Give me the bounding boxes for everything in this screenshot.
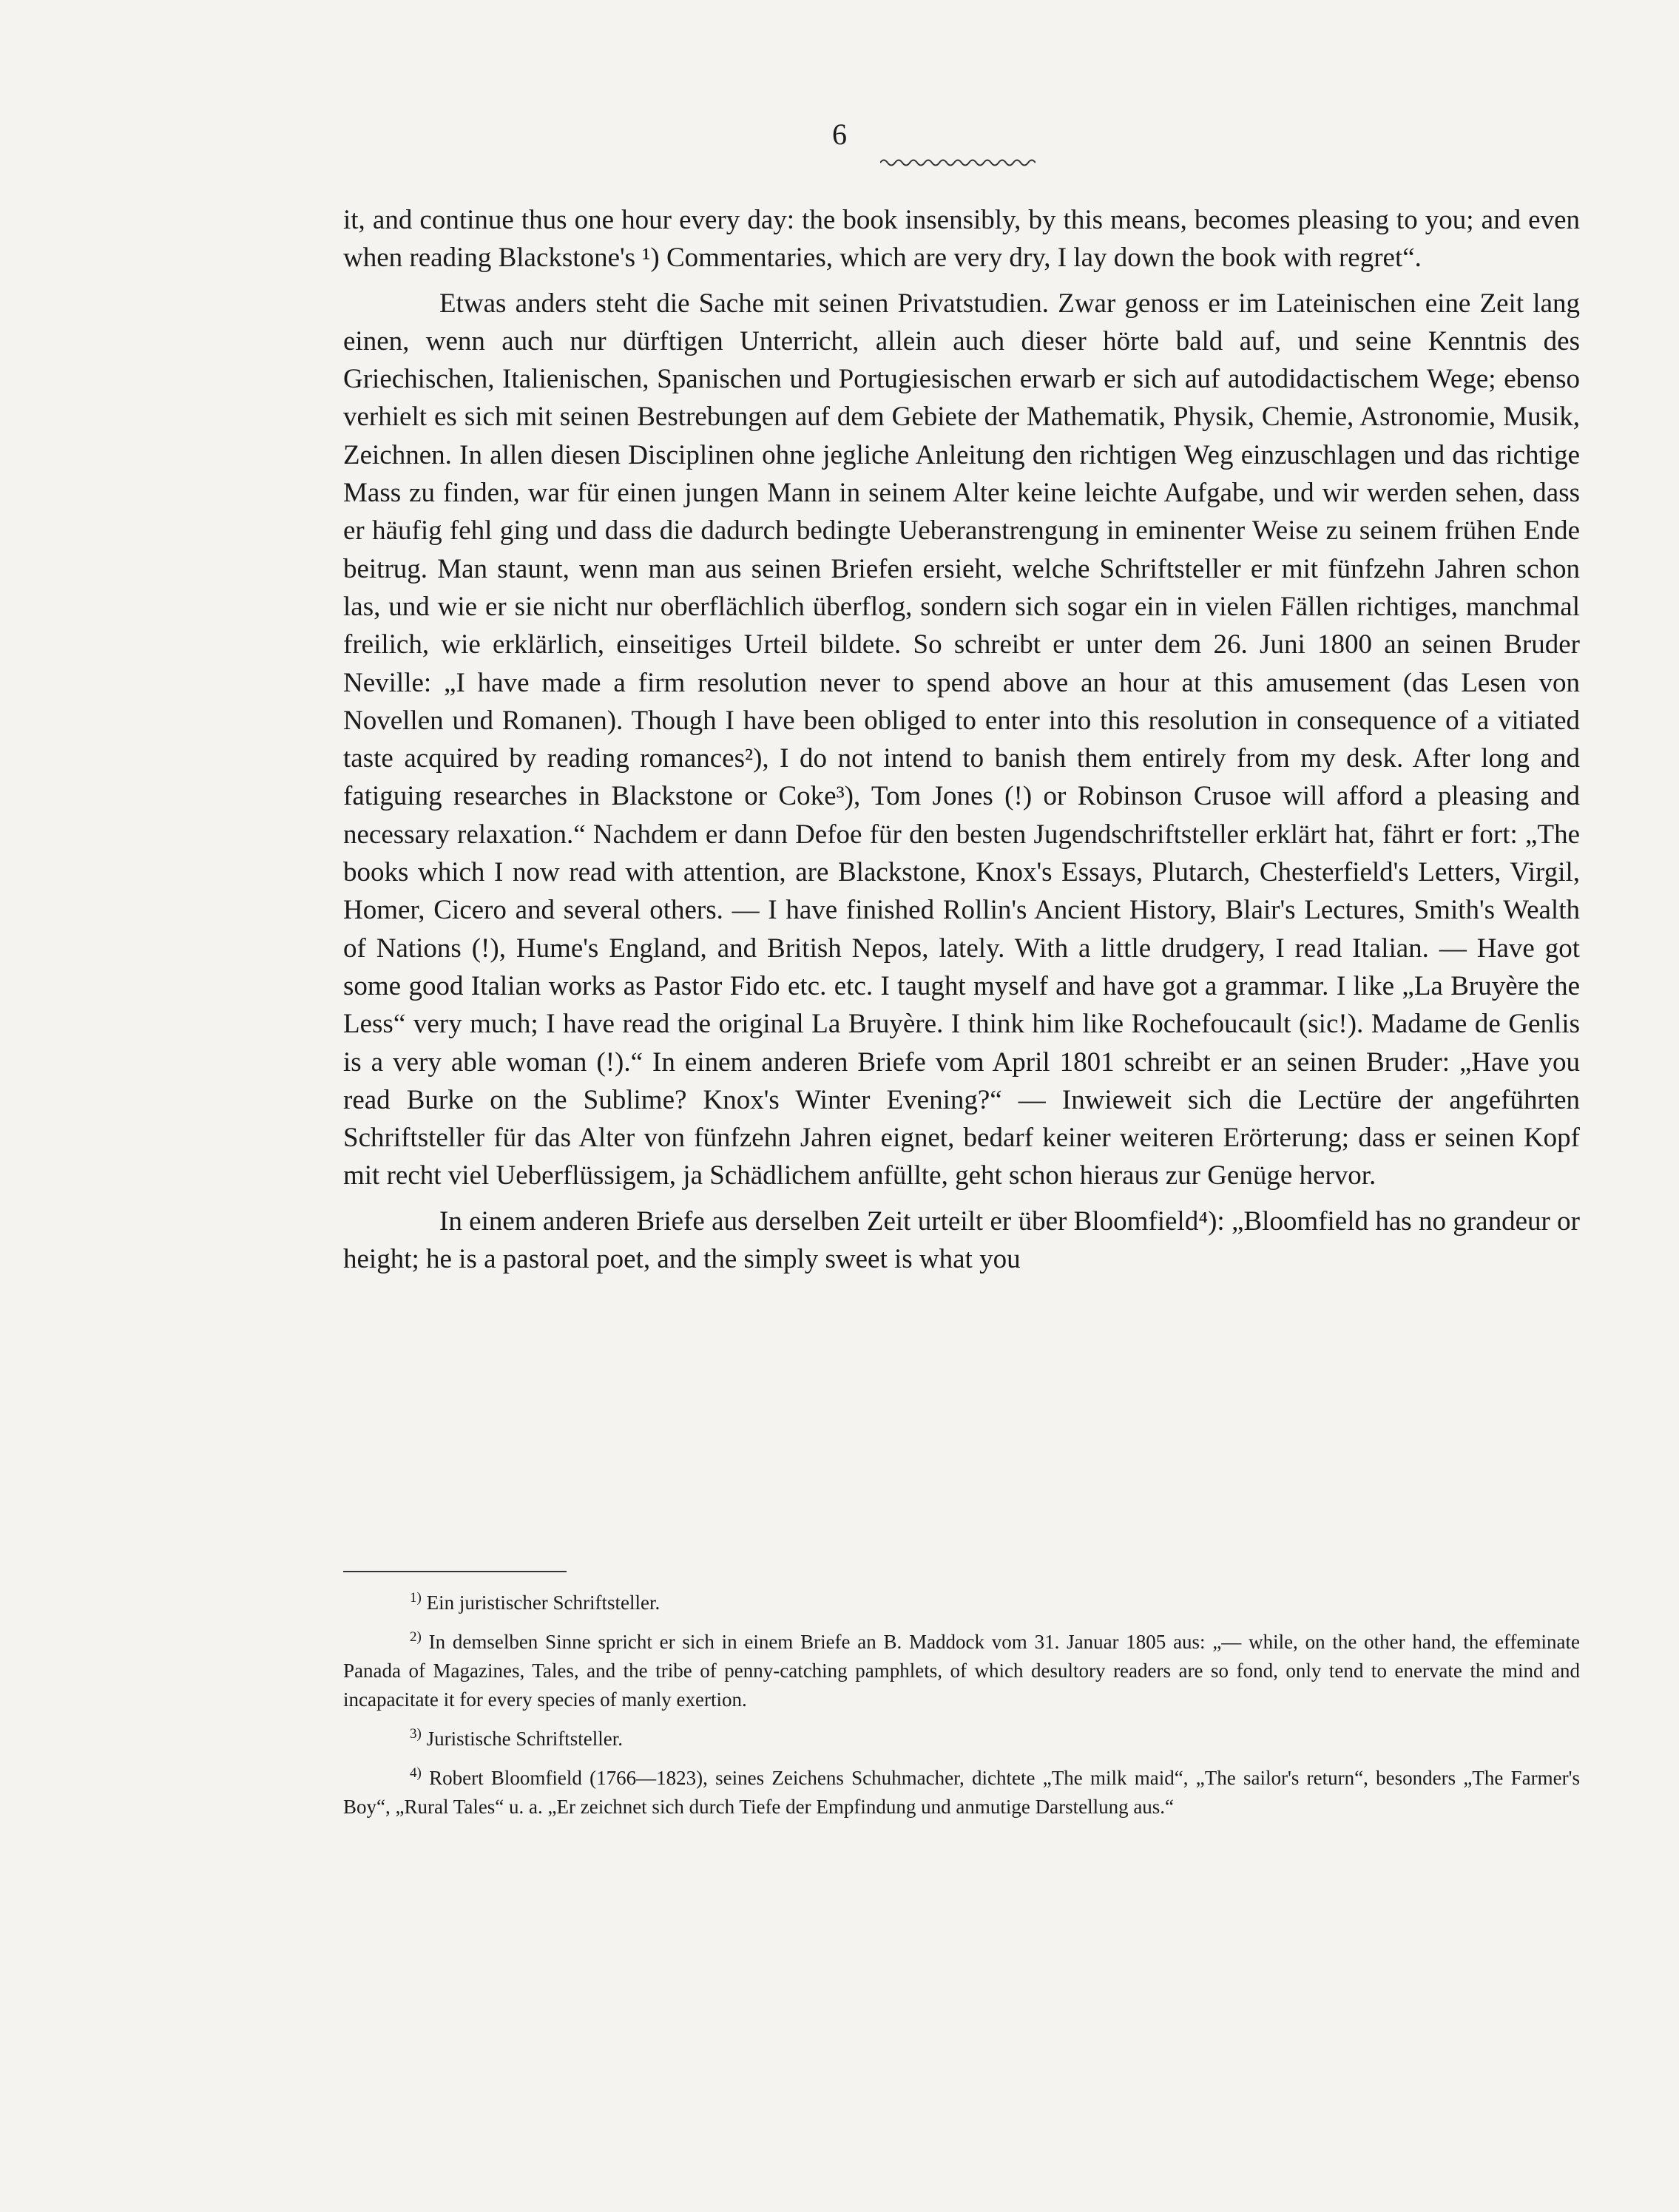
page-number: 6 [832, 118, 847, 151]
footnote-text: Ein juristischer Schriftsteller. [426, 1592, 661, 1614]
footnote-mark: 2) [410, 1629, 422, 1645]
footnote-separator [343, 1571, 567, 1572]
footnote-text: Juristische Schriftsteller. [426, 1728, 624, 1750]
footnote-mark: 1) [410, 1590, 422, 1606]
paragraph-continued: it, and continue thus one hour every day: the book insensibly, by this means, becomes pleasing to you; and even when reading Blackstone's ¹) Commentaries, which are very dry, I lay down the book with regret“. [343, 205, 1580, 274]
footnote-text: In demselben Sinne spricht er sich in einem Briefe an B. Maddock vom 31. Januar 1805 aus: „— while, on the other hand, the effeminate Panada of Magazines, Tales, and the tribe of penny-catching pamphlets, of which desultory readers are so fond, only tend to enervate the mind and incapacitate it for every species of manly exertion. [343, 1631, 1580, 1711]
footnote-item [343, 1764, 1580, 1822]
footnote-text: Robert Bloomfield (1766—1823), seines Zeichens Schuhmacher, dichtete „The milk maid“, „The sailor's return“, besonders „The Farmer's Boy“, „Rural Tales“ u. a. „Er zeichnet sich durch Tiefe der Empfindung und anmutige Darstellung aus.“ [343, 1767, 1580, 1818]
footnote-item [343, 1628, 1580, 1714]
wavy-rule-ornament [880, 157, 1036, 169]
body-text [343, 201, 1580, 1278]
paragraph-bloomfield: In einem anderen Briefe aus derselben Zeit urteilt er über Bloomfield⁴): „Bloomfield has no grandeur or height; he is a pastoral poet, and the simply sweet is what you [343, 1205, 1580, 1275]
footnote-item [343, 1589, 1580, 1617]
footnote-item [343, 1725, 1580, 1753]
footnote-mark: 4) [410, 1765, 422, 1781]
footnotes [343, 1589, 1580, 1832]
footnote-mark: 3) [410, 1726, 422, 1742]
paragraph-privatstudien: Etwas anders steht die Sache mit seinen Privatstudien. Zwar genoss er im Lateinischen eine Zeit lang einen, wenn auch nur dürftigen Unterricht, allein auch dieser hörte bald auf, und seine Kenntnis des Griechischen, Italienischen, Spanischen und Portugiesischen erwarb er sich auf autodidactischem Wege; ebenso verhielt es sich mit seinen Bestrebungen auf dem Gebiete der Mathematik, Physik, Chemie, Astronomie, Musik, Zeichnen. In allen diesen Disciplinen ohne jegliche Anleitung den richtigen Weg einzuschlagen und das richtige Mass zu finden, war für einen jungen Mann in seinem Alter keine leichte Aufgabe, und wir werden sehen, dass er häufig fehl ging und dass die dadurch bedingte Ueberanstrengung in eminenter Weise zu seinem frühen Ende beitrug. Man staunt, wenn man aus seinen Briefen ersieht, welche Schriftsteller er mit fünfzehn Jahren schon las, und wie er sie nicht nur oberflächlich überflog, sondern sich sogar ein in vielen Fällen richtiges, manchmal freilich, wie erklärlich, einseitiges Urteil bildete. So schreibt er unter dem 26. Juni 1800 an seinen Bruder Neville: „I have made a firm resolution never to spend above an hour at this amusement (das Lesen von Novellen und Romanen). Though I have been obliged to enter into this resolution in consequence of a vitiated taste acquired by reading romances²), I do not intend to banish them entirely from my desk. After long and fatiguing researches in Blackstone or Coke³), Tom Jones (!) or Robinson Crusoe will afford a pleasing and necessary relaxation.“ Nachdem er dann Defoe für den besten Jugendschriftsteller erklärt hat, fährt er fort: „The books which I now read with attention, are Blackstone, Knox's Essays, Plutarch, Chesterfield's Letters, Virgil, Homer, Cicero and several others. — I have finished Rollin's Ancient History, Blair's Lectures, Smith's Wealth of Nations (!), Hume's England, and British Nepos, lately. With a little drudgery, I read Italian. — Have got some good Italian works as Pastor Fido etc. etc. I taught myself and have got a grammar. I like „La Bruyère the Less“ very much; I have read the original La Bruyère. I think him like Rochefoucault (sic!). Madame de Genlis is a very able woman (!).“ In einem anderen Briefe vom April 1801 schreibt er an seinen Bruder: „Have you read Burke on the Sublime? Knox's Winter Evening?“ — Inwieweit sich die Lectüre der angeführten Schriftsteller für das Alter von fünfzehn Jahren eignet, bedarf keiner weiteren Erörterung; dass er seinen Kopf mit recht viel Ueberflüssigem, ja Schädlichem anfüllte, geht schon hieraus zur Genüge hervor. [343, 288, 1580, 1191]
